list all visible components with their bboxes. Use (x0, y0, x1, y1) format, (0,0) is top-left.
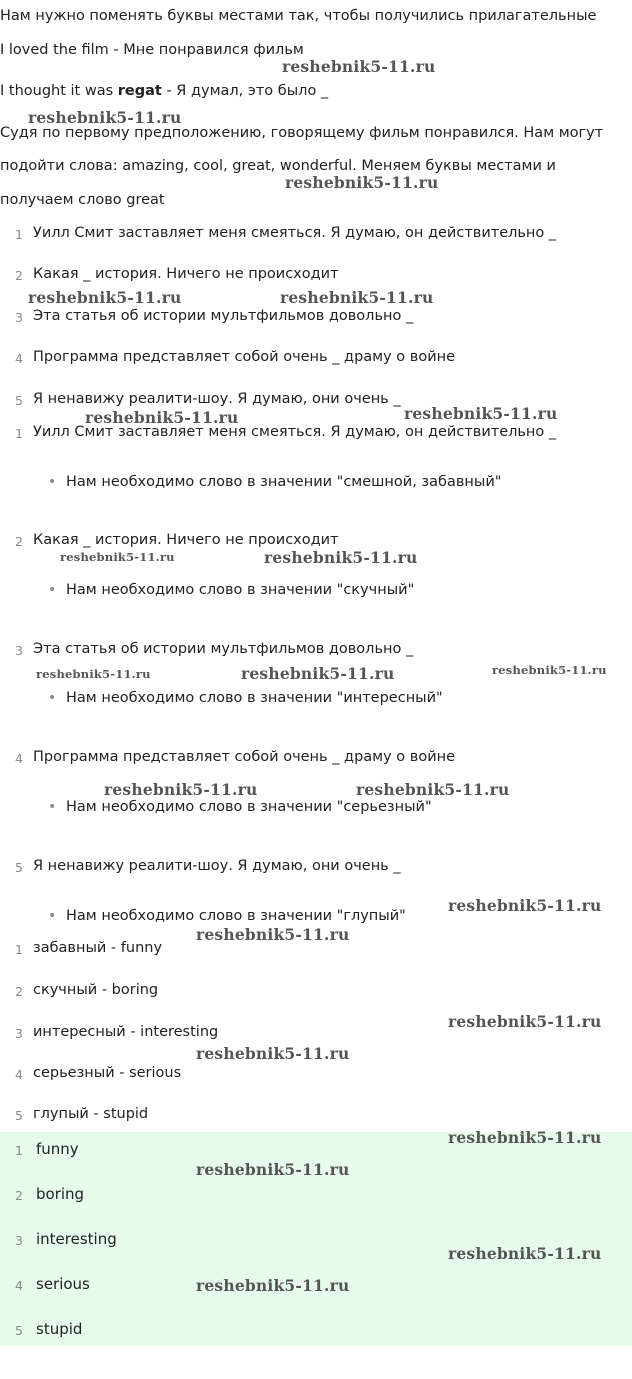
hint-item (0, 474, 632, 494)
item-text: Какая _ история. Ничего не происходит (33, 532, 339, 548)
item-text: Уилл Смит заставляет меня смеяться. Я думаю, он действительно _ (33, 225, 557, 241)
item-text: Какая _ история. Ничего не происходит (33, 266, 339, 282)
intro-line-6: получаем слово great (0, 192, 165, 208)
list-item (0, 349, 632, 369)
item-text: интересный - interesting (33, 1024, 219, 1040)
answer-text: boring (36, 1185, 85, 1203)
item-number: 2 (15, 1188, 23, 1203)
watermark: reshebnik5-11.ru (196, 1160, 350, 1179)
answer-text: stupid (36, 1320, 83, 1338)
watermark: reshebnik5-11.ru (196, 1044, 350, 1063)
list-item (0, 858, 632, 878)
item-number: 4 (15, 1278, 23, 1293)
watermark: reshebnik5-11.ru (241, 664, 395, 683)
watermark: reshebnik5-11.ru (285, 173, 439, 192)
item-number: 5 (15, 1323, 23, 1338)
item-number: 5 (15, 860, 23, 875)
list-item (0, 308, 632, 328)
item-text: глупый - stupid (33, 1106, 149, 1122)
item-number: 4 (15, 351, 23, 366)
answer-text: interesting (36, 1230, 117, 1248)
item-text: Программа представляет собой очень _ драму о войне (33, 349, 456, 365)
bullet-icon: • (48, 908, 57, 924)
intro-line-3-bold: regat (117, 83, 162, 99)
watermark: reshebnik5-11.ru (448, 896, 602, 915)
answer-item (0, 1320, 632, 1342)
item-number: 2 (15, 984, 23, 999)
item-number: 3 (15, 1233, 23, 1248)
watermark: reshebnik5-11.ru (196, 925, 350, 944)
hint-item (0, 582, 632, 602)
bullet-icon: • (48, 582, 57, 598)
answer-item (0, 1185, 632, 1207)
list-item (0, 424, 632, 444)
intro-line-4: Судя по первому предположению, говорящему фильм понравился. Нам могут (0, 125, 604, 141)
hint-text: Нам необходимо слово в значении "серьезный" (66, 799, 432, 815)
intro-line-3 (0, 83, 328, 99)
watermark: reshebnik5-11.ru (492, 663, 607, 677)
item-number: 3 (15, 310, 23, 325)
watermark: reshebnik5-11.ru (448, 1244, 602, 1263)
item-text: Эта статья об истории мультфильмов довольно _ (33, 641, 414, 657)
item-number: 3 (15, 643, 23, 658)
hint-text: Нам необходимо слово в значении "смешной, забавный" (66, 474, 502, 490)
item-number: 4 (15, 751, 23, 766)
bullet-icon: • (48, 799, 57, 815)
item-text: Уилл Смит заставляет меня смеяться. Я думаю, он действительно _ (33, 424, 557, 440)
item-number: 2 (15, 268, 23, 283)
bullet-icon: • (48, 690, 57, 706)
hint-item (0, 690, 632, 710)
item-number: 1 (15, 942, 23, 957)
watermark: reshebnik5-11.ru (104, 780, 258, 799)
hint-text: Нам необходимо слово в значении "интересный" (66, 690, 443, 706)
item-number: 3 (15, 1026, 23, 1041)
item-text: Программа представляет собой очень _ драму о войне (33, 749, 456, 765)
intro-line-3-start: I thought it was (0, 83, 118, 99)
intro-line-2: I loved the film - Мне понравился фильм (0, 42, 304, 58)
hint-text: Нам необходимо слово в значении "глупый" (66, 908, 406, 924)
watermark: reshebnik5-11.ru (28, 108, 182, 127)
watermark: reshebnik5-11.ru (404, 404, 558, 423)
item-number: 4 (15, 1067, 23, 1082)
watermark: reshebnik5-11.ru (28, 288, 182, 307)
answer-text: funny (36, 1140, 79, 1158)
item-text: серьезный - serious (33, 1065, 182, 1081)
list-item (0, 225, 632, 245)
list-item (0, 641, 632, 661)
watermark: reshebnik5-11.ru (282, 57, 436, 76)
intro-line-5: подойти слова: amazing, cool, great, wonderful. Меняем буквы местами и (0, 158, 556, 174)
hint-text: Нам необходимо слово в значении "скучный" (66, 582, 415, 598)
item-text: забавный - funny (33, 940, 163, 956)
watermark: reshebnik5-11.ru (448, 1012, 602, 1031)
bullet-icon: • (48, 474, 57, 490)
intro-line-3-end: - Я думал, это было _ (161, 83, 329, 99)
item-number: 5 (15, 393, 23, 408)
watermark: reshebnik5-11.ru (196, 1276, 350, 1295)
watermark: reshebnik5-11.ru (356, 780, 510, 799)
item-number: 1 (15, 227, 23, 242)
hint-item (0, 799, 632, 819)
answer-text: serious (36, 1275, 90, 1293)
watermark: reshebnik5-11.ru (60, 550, 175, 564)
watermark: reshebnik5-11.ru (448, 1128, 602, 1147)
watermark: reshebnik5-11.ru (36, 667, 151, 681)
watermark: reshebnik5-11.ru (85, 408, 239, 427)
list-item (0, 1106, 632, 1126)
watermark: reshebnik5-11.ru (280, 288, 434, 307)
item-text: Я ненавижу реалити-шоу. Я думаю, они очень _ (33, 858, 401, 874)
list-item (0, 982, 632, 1002)
list-item (0, 749, 632, 769)
watermark: reshebnik5-11.ru (264, 548, 418, 567)
item-number: 5 (15, 1108, 23, 1123)
item-text: скучный - boring (33, 982, 159, 998)
intro-line-1: Нам нужно поменять буквы местами так, чтобы получились прилагательные (0, 8, 597, 24)
item-number: 1 (15, 426, 23, 441)
item-number: 1 (15, 1143, 23, 1158)
list-item (0, 1065, 632, 1085)
item-text: Я ненавижу реалити-шоу. Я думаю, они очень _ (33, 391, 401, 407)
item-text: Эта статья об истории мультфильмов довольно _ (33, 308, 414, 324)
item-number: 2 (15, 534, 23, 549)
list-item (0, 266, 632, 286)
